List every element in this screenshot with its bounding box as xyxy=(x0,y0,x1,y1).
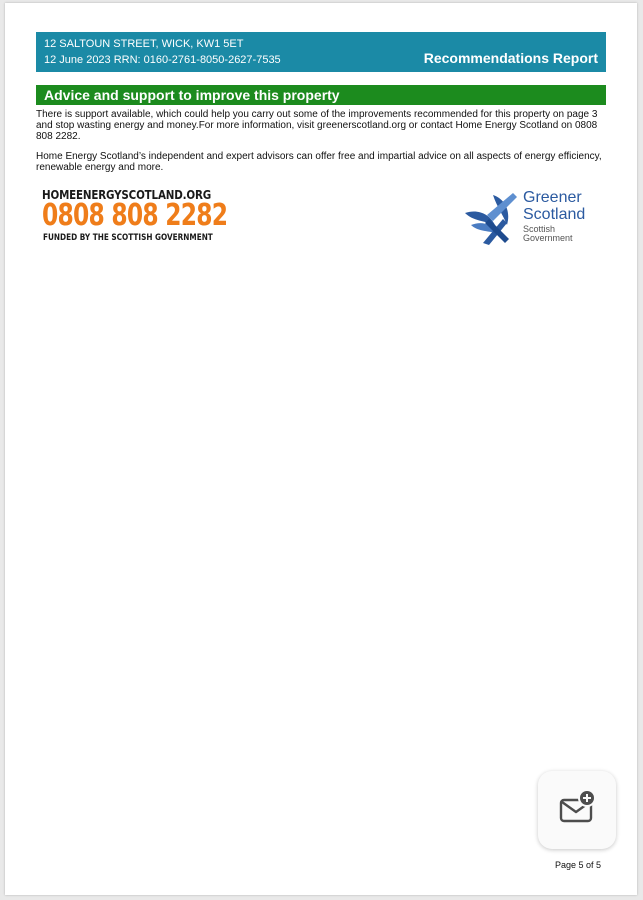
saltire-bird-icon xyxy=(463,191,519,245)
page-number: Page 5 of 5 xyxy=(554,860,601,870)
scotland-text: Scotland xyxy=(523,206,586,223)
new-message-button[interactable] xyxy=(538,771,616,849)
greener-text: Greener xyxy=(523,189,582,206)
document-page xyxy=(5,3,637,895)
hes-funded-by: FUNDED BY THE SCOTTISH GOVERNMENT xyxy=(43,233,213,243)
report-header xyxy=(36,32,606,72)
greener-scotland-logo xyxy=(463,189,599,247)
property-address: 12 SALTOUN STREET, WICK, KW1 5ET xyxy=(44,38,244,50)
report-title: Recommendations Report xyxy=(423,50,598,66)
new-message-icon xyxy=(558,790,596,828)
report-date-rrn: 12 June 2023 RRN: 0160-2761-8050-2627-7535 xyxy=(44,54,281,66)
advisors-paragraph: Home Energy Scotland’s independent and expert advisors can offer free and impartial advice on all aspects of energy efficiency, renewable energy and more. xyxy=(36,151,602,173)
government-text: Government xyxy=(523,233,573,243)
home-energy-scotland-logo xyxy=(42,188,228,244)
support-paragraph: There is support available, which could help you carry out some of the improvements recommended for this property on page 3 and stop wasting energy and money.For more information, visit greenerscotland.org or contact Home Energy Scotland on 0808 808 2282. xyxy=(36,109,598,142)
hes-phone-number: 0808 808 2282 xyxy=(42,198,228,233)
section-title: Advice and support to improve this property xyxy=(44,87,340,103)
section-heading-bar xyxy=(36,85,606,105)
scottish-text: Scottish xyxy=(523,224,556,234)
hes-website: HOMEENERGYSCOTLAND.ORG xyxy=(42,188,212,202)
